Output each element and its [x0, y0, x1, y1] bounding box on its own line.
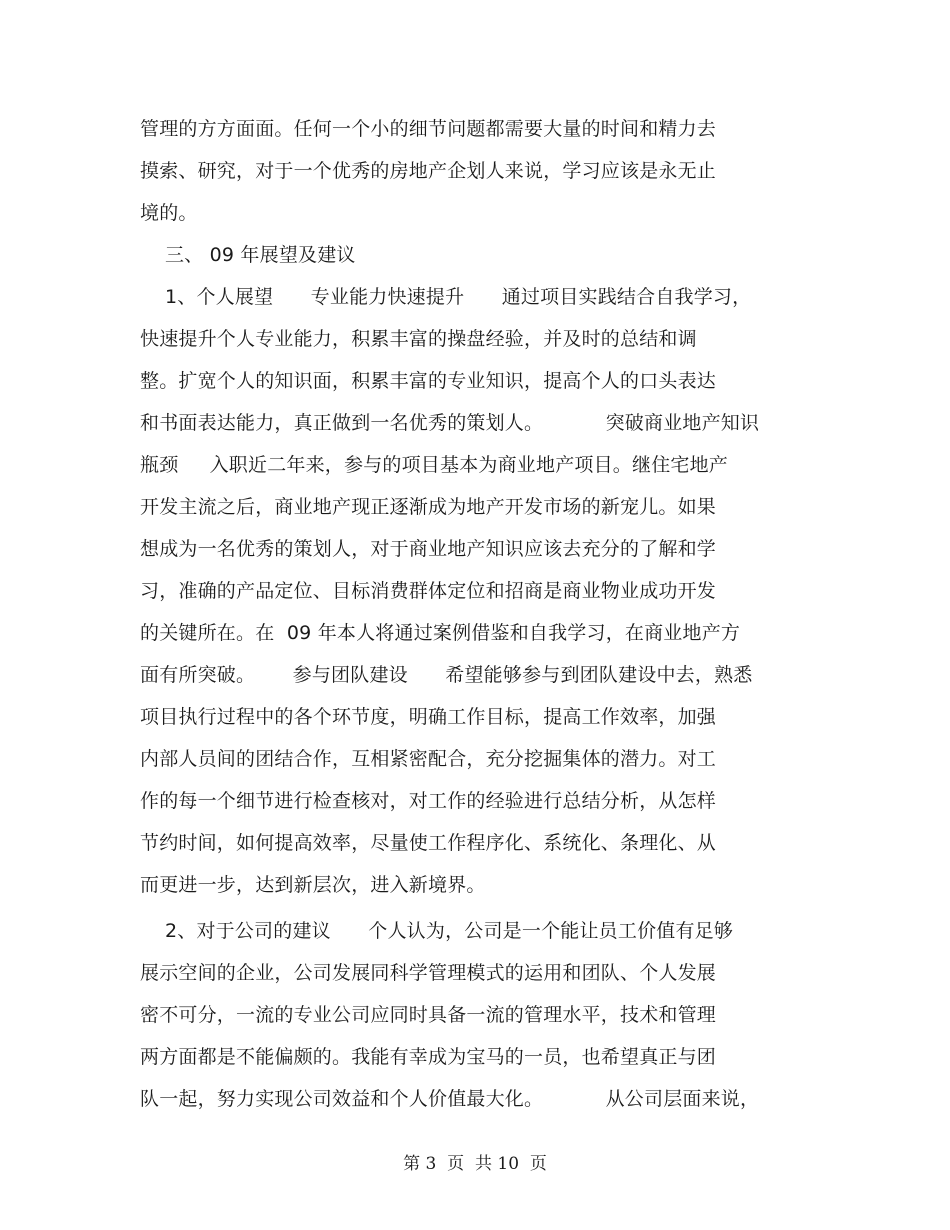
body-text-line: 的关键所在。在 09 年本人将通过案例借鉴和自我学习，在商业地产方: [140, 622, 741, 644]
body-text-line: 管理的方方面面。任何一个小的细节问题都需要大量的时间和精力去: [140, 118, 717, 140]
section-heading: 三、 09 年展望及建议: [140, 244, 356, 266]
body-text-line: 开发主流之后，商业地产现正逐渐成为地产开发市场的新宠儿。如果: [140, 496, 717, 518]
body-text-line: 而更进一步，达到新层次，进入新境界。: [140, 874, 486, 896]
body-text-line: 作的每一个细节进行检查核对，对工作的经验进行总结分析，从怎样: [140, 790, 717, 812]
body-text-line: 想成为一名优秀的策划人，对于商业地产知识应该去充分的了解和学: [140, 538, 717, 560]
body-text-line: 2、对于公司的建议 个人认为，公司是一个能让员工价值有足够: [140, 920, 734, 942]
body-text-line: 密不可分，一流的专业公司应同时具备一流的管理水平，技术和管理: [140, 1004, 717, 1026]
body-text-line: 项目执行过程中的各个环节度，明确工作目标，提高工作效率，加强: [140, 706, 717, 728]
body-text-line: 习，准确的产品定位、目标消费群体定位和招商是商业物业成功开发: [140, 580, 717, 602]
body-text-line: 面有所突破。 参与团队建设 希望能够参与到团队建设中去，熟悉: [140, 664, 753, 686]
body-text-line: 摸索、研究，对于一个优秀的房地产企划人来说，学习应该是永无止: [140, 160, 717, 182]
body-text-line: 两方面都是不能偏颇的。我能有幸成为宝马的一员，也希望真正与团: [140, 1046, 717, 1068]
page-number-footer: 第 3 页 共 10 页: [403, 1154, 547, 1174]
body-text-line: 队一起，努力实现公司效益和个人价值最大化。 从公司层面来说，: [140, 1088, 760, 1110]
body-text-line: 整。扩宽个人的知识面，积累丰富的专业知识，提高个人的口头表达: [140, 370, 717, 392]
body-text-line: 1、个人展望 专业能力快速提升 通过项目实践结合自我学习，: [140, 286, 752, 308]
body-text-line: 瓶颈 入职近二年来，参与的项目基本为商业地产项目。继住宅地产: [140, 454, 728, 476]
body-text-line: 和书面表达能力，真正做到一名优秀的策划人。 突破商业地产知识: [140, 412, 760, 434]
body-text-line: 节约时间，如何提高效率，尽量使工作程序化、系统化、条理化、从: [140, 832, 717, 854]
body-text-line: 内部人员间的团结合作，互相紧密配合，充分挖掘集体的潜力。对工: [140, 748, 717, 770]
body-text-line: 快速提升个人专业能力，积累丰富的操盘经验，并及时的总结和调: [140, 328, 697, 350]
body-text-line: 境的。: [140, 202, 198, 224]
body-text-line: 展示空间的企业，公司发展同科学管理模式的运用和团队、个人发展: [140, 962, 717, 984]
